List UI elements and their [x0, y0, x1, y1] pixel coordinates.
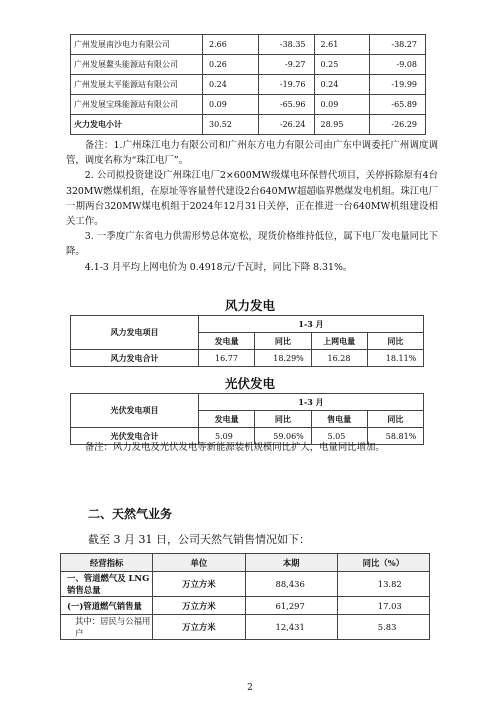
wind-item-header: 风力发电项目: [71, 316, 199, 350]
company-name: 广州发展鳌头能源站有限公司: [71, 55, 203, 75]
solar-sales: 5.05: [311, 428, 367, 445]
total-label: 火力发电小计: [71, 115, 203, 135]
gas-value: 61,297: [245, 597, 337, 615]
solar-total-label: 光伏发电合计: [71, 428, 199, 445]
solar-col-sales: 售电量: [311, 411, 367, 428]
total-grid: 28.95: [314, 115, 370, 135]
wind-col-grid: 上网电量: [311, 333, 367, 350]
solar-power-table: [70, 393, 424, 445]
grid-yoy: -65.89: [370, 95, 426, 115]
wind-grid-yoy: 18.11%: [367, 350, 423, 367]
gas-col-yoy: 同比（%）: [337, 554, 429, 572]
gas-value: 12,431: [245, 615, 337, 640]
wind-col-yoy: 同比: [255, 333, 311, 350]
company-name: 广州发展南沙电力有限公司: [71, 35, 203, 55]
note-4: 4.1-3 月平均上网电价为 0.4918元/千瓦时，同比下降 8.31%。: [84, 261, 353, 273]
solar-col-yoy: 同比: [255, 411, 311, 428]
company-name: 广州发展太平能源站有限公司: [71, 75, 203, 95]
table-row: [61, 615, 430, 640]
table-row: [71, 95, 426, 115]
grid-value: 0.09: [314, 95, 370, 115]
gas-col-unit: 单位: [153, 554, 245, 572]
company-name: 广州发展宝珠能源站有限公司: [71, 95, 203, 115]
notes-block: [66, 138, 438, 275]
wind-period-header: 1-3 月: [199, 316, 424, 333]
gas-yoy: 13.82: [337, 572, 429, 597]
table-row: [61, 572, 430, 597]
table-header-row: [61, 554, 430, 572]
total-generation-yoy: -26.24: [258, 115, 314, 135]
gas-metric: (一)管道燃气销售量: [61, 597, 153, 615]
grid-yoy: -38.27: [370, 35, 426, 55]
solar-item-header: 光伏发电项目: [71, 394, 199, 428]
wind-total-label: 风力发电合计: [71, 350, 199, 367]
gas-yoy: 5.83: [337, 615, 429, 640]
solar-generation-yoy: 59.06%: [255, 428, 311, 445]
grid-yoy: -19.99: [370, 75, 426, 95]
gas-yoy: 17.03: [337, 597, 429, 615]
generation-value: 0.24: [203, 75, 259, 95]
wind-generation-yoy: 18.29%: [255, 350, 311, 367]
gas-unit: 万立方米: [153, 572, 245, 597]
gas-sales-table: [60, 553, 430, 640]
note-2: 2. 公司拟投资建设广州珠江电厂2×600MW级煤电环保替代项目，关停拆除原有4台320MW燃煤机组，在原址等容量替代建设2台640MW超超临界燃煤发电机组。珠江电厂一期两台320MW煤电机组于2024年12月31日关停，正在推进一台640MW机组建设相关工作。: [66, 170, 438, 228]
gas-unit: 万立方米: [153, 615, 245, 640]
solar-sales-yoy: 58.81%: [367, 428, 423, 445]
generation-value: 0.09: [203, 95, 259, 115]
generation-yoy: -19.76: [258, 75, 314, 95]
total-grid-yoy: -26.29: [370, 115, 426, 135]
table-row: [71, 75, 426, 95]
wind-grid: 16.28: [311, 350, 367, 367]
grid-yoy: -9.08: [370, 55, 426, 75]
wind-power-table: [70, 315, 424, 367]
generation-yoy: -38.35: [258, 35, 314, 55]
gas-value: 88,436: [245, 572, 337, 597]
gas-intro: 截至 3 月 31 日，公司天然气销售情况如下：: [88, 533, 310, 546]
gas-metric: 其中：居民与公福用户: [61, 615, 153, 640]
wind-col-grid-yoy: 同比: [367, 333, 423, 350]
grid-value: 0.25: [314, 55, 370, 75]
wind-col-generation: 发电量: [199, 333, 255, 350]
solar-col-generation: 发电量: [199, 411, 255, 428]
solar-generation: 5.09: [199, 428, 255, 445]
table-total-row: [71, 115, 426, 135]
table-row: [71, 35, 426, 55]
note-1: 备注：1.广州珠江电力有限公司和广州东方电力有限公司由广东中调委托广州调度调管，调度名称为“珠江电厂”。: [66, 140, 438, 167]
page-number: 2: [247, 683, 253, 693]
generation-value: 2.66: [203, 35, 259, 55]
wind-generation: 16.77: [199, 350, 255, 367]
renewables-note: 备注：风力发电及光伏发电等新能源装机规模同比扩大，电量同比增加。: [84, 442, 385, 453]
gas-col-current: 本期: [245, 554, 337, 572]
table-row: [71, 350, 424, 367]
generation-yoy: -65.96: [258, 95, 314, 115]
solar-section-title: 光伏发电: [224, 376, 275, 391]
grid-value: 2.61: [314, 35, 370, 55]
gas-section-heading: 二、天然气业务: [88, 507, 173, 521]
grid-value: 0.24: [314, 75, 370, 95]
wind-section-title: 风力发电: [224, 298, 275, 313]
thermal-power-table: [70, 34, 426, 135]
generation-value: 0.26: [203, 55, 259, 75]
generation-yoy: -9.27: [258, 55, 314, 75]
solar-col-sales-yoy: 同比: [367, 411, 423, 428]
total-generation: 30.52: [203, 115, 259, 135]
table-row: [61, 597, 430, 615]
table-row: [71, 55, 426, 75]
gas-metric: 一、管道燃气及 LNG 销售总量: [61, 572, 153, 597]
solar-period-header: 1-3 月: [199, 394, 424, 411]
note-3: 3. 一季度广东省电力供需形势总体宽松，现货价格维持低位，属下电厂发电量同比下降。: [66, 231, 438, 258]
gas-unit: 万立方米: [153, 597, 245, 615]
gas-col-metric: 经营指标: [61, 554, 153, 572]
